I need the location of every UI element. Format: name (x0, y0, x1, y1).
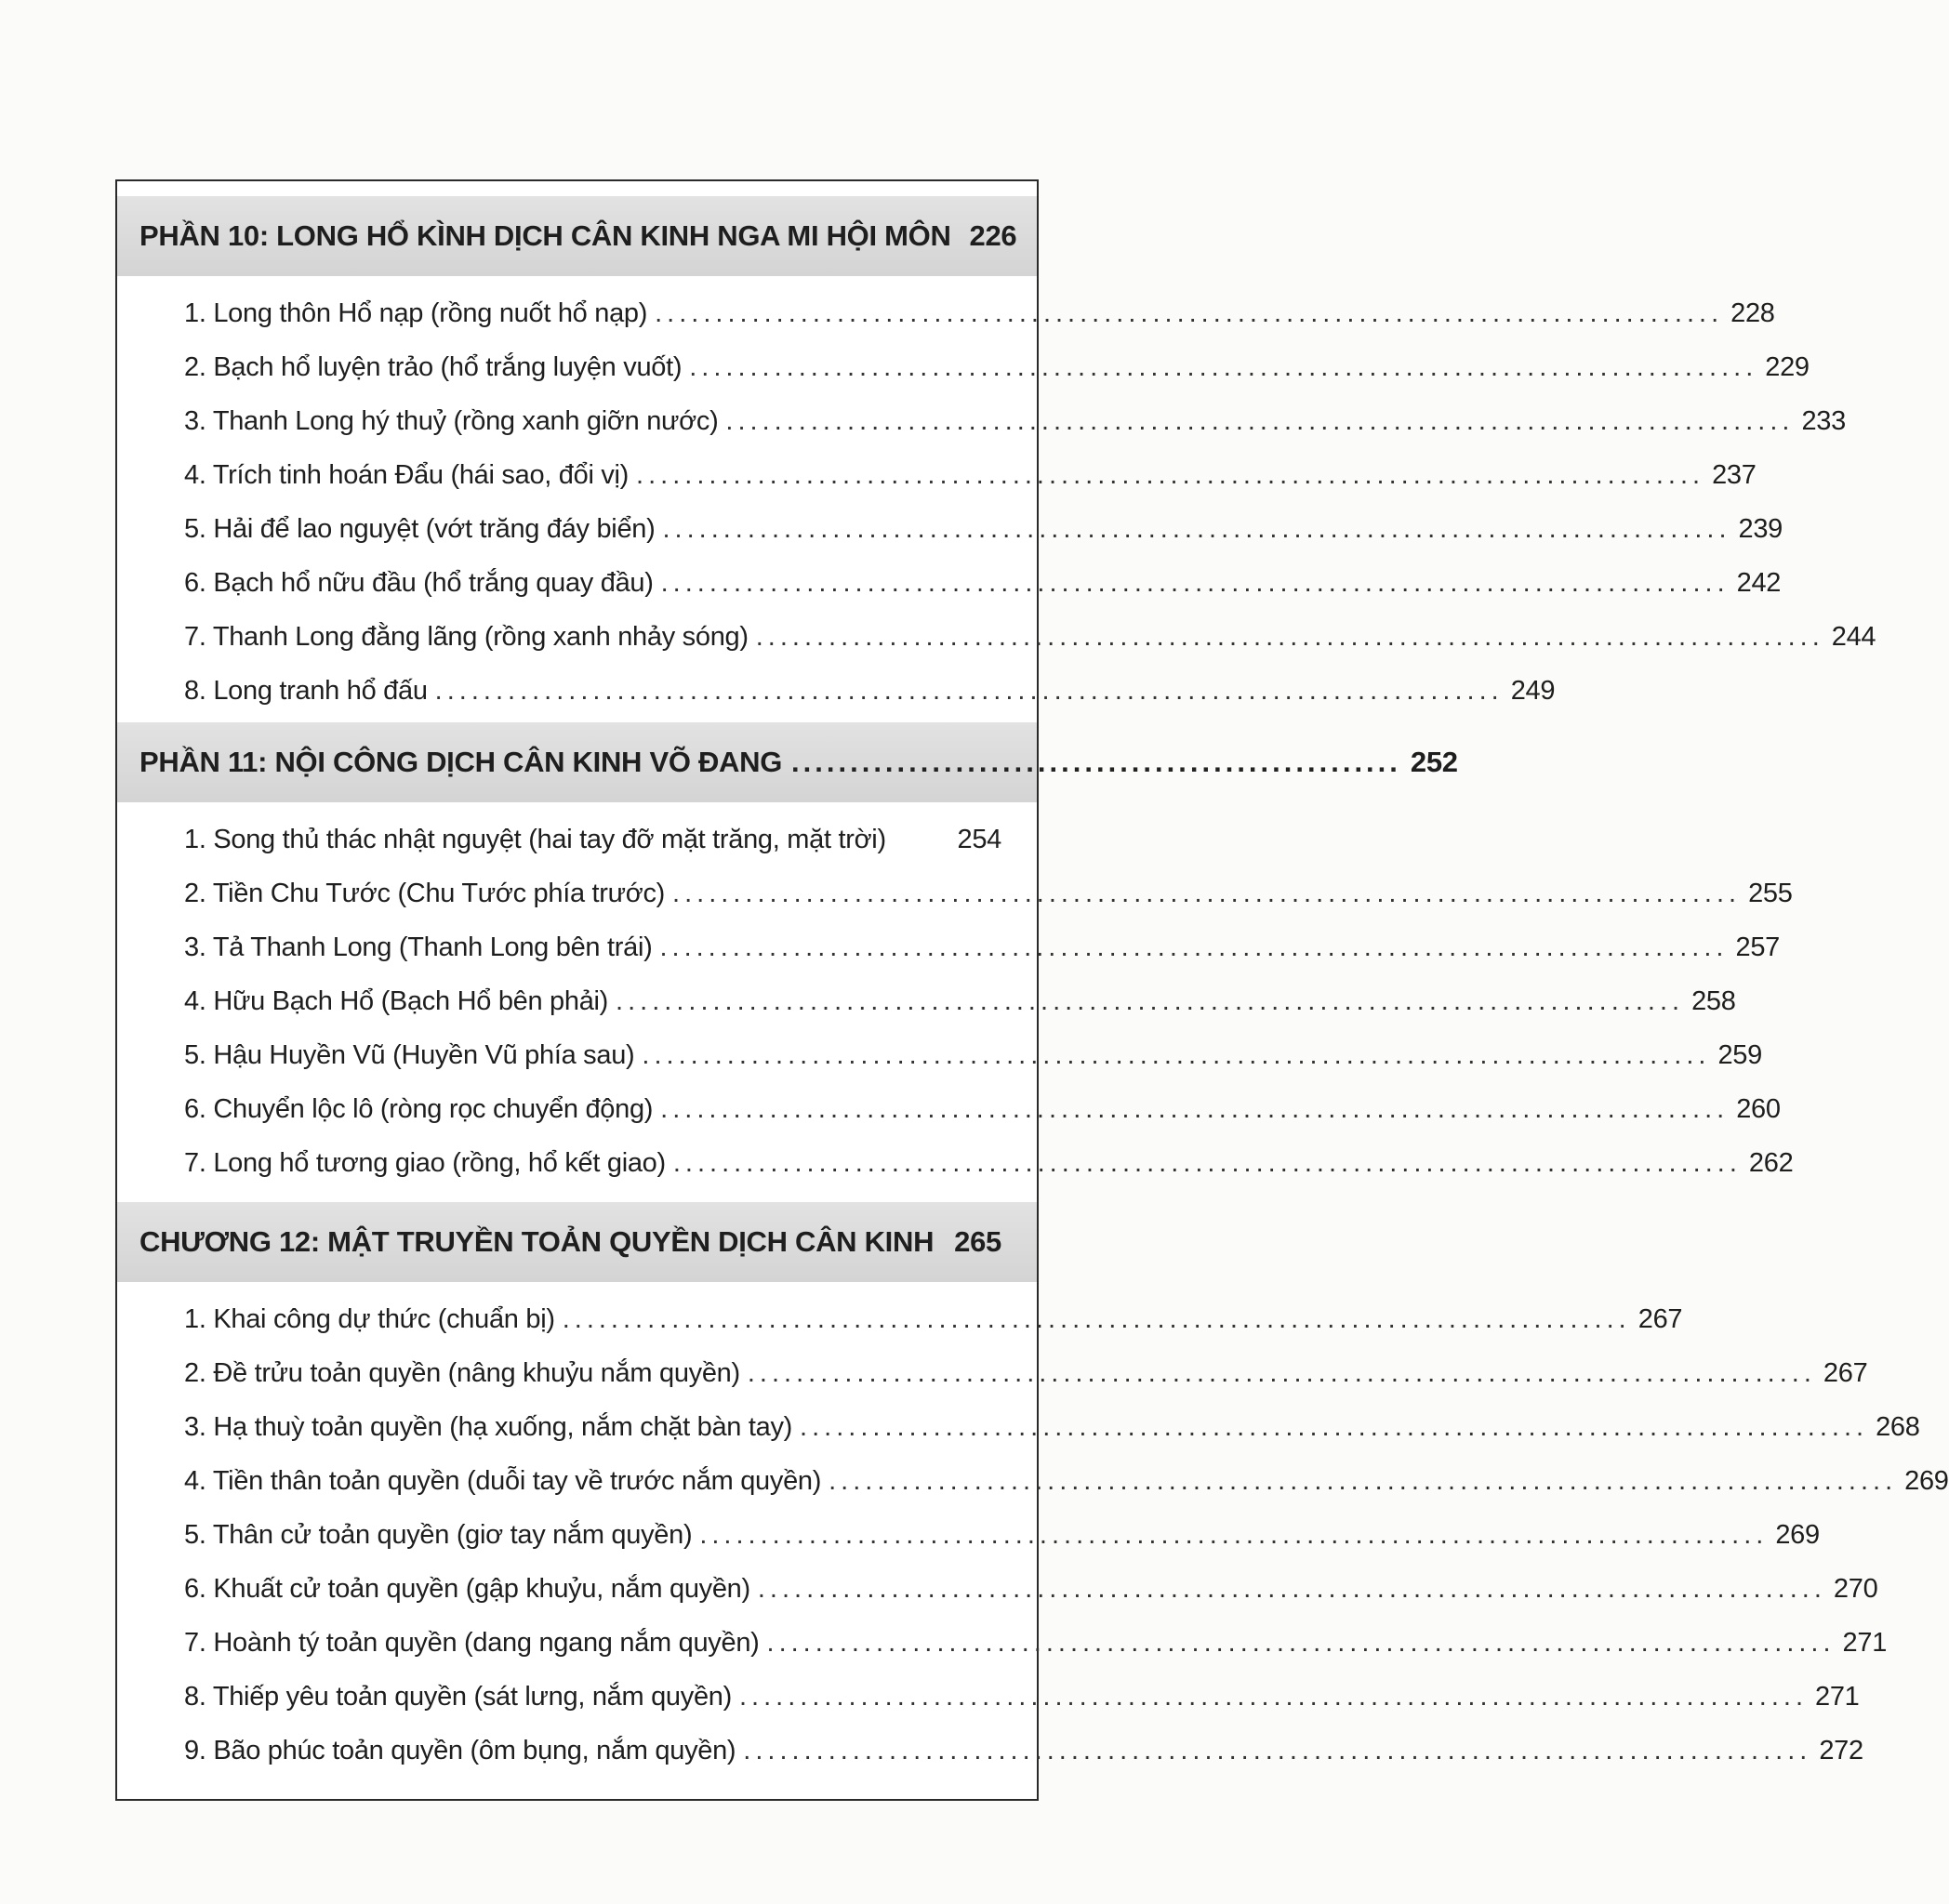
toc-entry (184, 920, 1780, 974)
toc-entry (184, 1292, 1683, 1346)
entry-page: 237 (1712, 460, 1757, 490)
entry-text: 7. Thanh Long đằng lãng (rồng xanh nhảy sóng) (184, 622, 749, 652)
toc-entry (184, 1082, 1781, 1136)
entry-text: 8. Thiếp yêu toản quyền (sát lưng, nắm quyền) (184, 1682, 732, 1712)
dot-leader: ........................................................................................ (434, 676, 1504, 706)
dot-leader: ........................................................................................ (659, 932, 1729, 962)
dot-leader: ........................................................................................ (660, 1094, 1730, 1124)
entry-page: 269 (1904, 1466, 1949, 1496)
toc-entry (184, 502, 1783, 556)
entry-page: 269 (1775, 1520, 1820, 1550)
dot-leader: ........................................................................................ (743, 1736, 1812, 1765)
entry-page: 229 (1765, 352, 1810, 382)
entry-page: 270 (1833, 1574, 1878, 1604)
toc-entry (184, 286, 1775, 340)
entry-text: 4. Tiền thân toản quyền (duỗi tay về trước nắm quyền) (184, 1466, 822, 1496)
toc-entry (184, 1616, 1888, 1670)
entry-page: 257 (1735, 932, 1780, 962)
toc-entry (184, 1400, 1920, 1454)
entry-text: 9. Bão phúc toản quyền (ôm bụng, nắm quyền) (184, 1736, 736, 1765)
section-part-10 (117, 196, 1876, 718)
dot-leader: ........................................................................................ (636, 460, 1705, 490)
entry-page: 268 (1876, 1412, 1920, 1442)
dot-leader: ........................................................................................ (642, 1040, 1711, 1070)
toc-entry (184, 1028, 1762, 1082)
toc-entry (184, 1136, 1794, 1190)
toc-entry (184, 1508, 1820, 1562)
toc-entry (184, 974, 1736, 1028)
entry-text: 3. Hạ thuỳ toản quyền (hạ xuống, nắm chặt bàn tay) (184, 1412, 793, 1442)
dot-leader: ........................................................................................ (800, 1412, 1869, 1442)
entry-text: 8. Long tranh hổ đấu (184, 676, 428, 706)
dot-leader: ........................................................................................ (616, 986, 1685, 1016)
entry-text: 5. Hải để lao nguyệt (vớt trăng đáy biển) (184, 514, 656, 544)
dot-leader: ........................................................................................ (672, 879, 1742, 908)
entry-page: 233 (1801, 406, 1846, 436)
entry-text: 7. Hoành tý toản quyền (dang ngang nắm quyền) (184, 1628, 760, 1658)
entry-page: 260 (1736, 1094, 1781, 1124)
entry-page: 259 (1717, 1040, 1762, 1070)
dot-leader: ........................................................................................ (662, 514, 1731, 544)
entry-text: 1. Khai công dự thức (chuẩn bị) (184, 1304, 555, 1334)
entry-text: 6. Bạch hổ nữu đầu (hổ trắng quay đầu) (184, 568, 654, 598)
section-header (117, 196, 1037, 276)
toc-entry (184, 1562, 1878, 1616)
toc-entry (184, 1454, 1949, 1508)
section-part-11 (117, 722, 1794, 1190)
entry-text: 1. Long thôn Hổ nạp (rồng nuốt hổ nạp) (184, 298, 648, 328)
toc-entry (184, 340, 1810, 394)
entry-text: 2. Đề trửu toản quyền (nâng khuỷu nắm quyền) (184, 1358, 740, 1388)
toc-entry (184, 813, 1001, 866)
dot-leader: ........................................................................................ (738, 1682, 1809, 1712)
table-of-contents (115, 179, 1949, 1801)
entry-page: 267 (1637, 1304, 1683, 1334)
entry-text: 5. Thân cử toản quyền (giơ tay nắm quyền) (184, 1520, 693, 1550)
section-page-number: 226 (969, 219, 1017, 252)
entry-page: 228 (1730, 298, 1775, 328)
entry-text: 2. Tiền Chu Tước (Chu Tước phía trước) (184, 879, 666, 908)
entry-page: 271 (1842, 1628, 1888, 1658)
dot-leader: ........................................................................................ (725, 406, 1795, 436)
dot-leader: ........................................................................................ (660, 568, 1730, 598)
entry-text: 5. Hậu Huyền Vũ (Huyền Vũ phía sau) (184, 1040, 635, 1070)
toc-entry (184, 1346, 1868, 1400)
entry-page: 254 (957, 825, 1001, 854)
dot-leader: ........................................................................................ (766, 1628, 1836, 1658)
section-page-number: 265 (954, 1225, 1001, 1258)
section-title: CHƯƠNG 12: MẬT TRUYỀN TOẢN QUYỀN DỊCH CÂN KINH (139, 1225, 935, 1258)
dot-leader: ........................................................................................ (562, 1304, 1631, 1334)
toc-entry (184, 556, 1782, 610)
dot-leader: ........................................................................................ (689, 352, 1758, 382)
entry-page: 262 (1748, 1148, 1794, 1178)
toc-entry (184, 664, 1556, 718)
entry-page: 244 (1831, 622, 1876, 652)
dot-leader: ........................................................................................ (699, 1520, 1769, 1550)
toc-entry (184, 866, 1793, 920)
toc-entry (184, 394, 1846, 448)
section-header (117, 722, 1458, 802)
section-title: PHẦN 11: NỘI CÔNG DỊCH CÂN KINH VÕ ĐANG (139, 746, 783, 778)
dot-leader: ........................................................................................ (747, 1358, 1816, 1388)
dot-leader: ........................................................................................ (655, 298, 1724, 328)
dot-leader: ........................................................................................ (672, 1148, 1742, 1178)
section-title: PHẦN 10: LONG HỔ KÌNH DỊCH CÂN KINH NGA MI HỘI MÔN (139, 219, 951, 252)
entry-page: 272 (1819, 1736, 1863, 1765)
entry-page: 271 (1815, 1682, 1860, 1712)
toc-entry (184, 1670, 1860, 1724)
entry-text: 7. Long hổ tương giao (rồng, hổ kết giao) (184, 1148, 666, 1178)
entry-text: 2. Bạch hổ luyện trảo (hổ trắng luyện vuốt) (184, 352, 683, 382)
entry-text: 4. Hữu Bạch Hổ (Bạch Hổ bên phải) (184, 986, 609, 1016)
dot-leader: ........................................................................................ (755, 622, 1824, 652)
dot-leader: .................................................... (791, 746, 1401, 778)
entry-text: 6. Chuyển lộc lô (ròng rọc chuyển động) (184, 1094, 654, 1124)
section-header (117, 1202, 1037, 1282)
entry-text: 3. Tả Thanh Long (Thanh Long bên trái) (184, 932, 653, 962)
entry-text: 3. Thanh Long hý thuỷ (rồng xanh giỡn nước) (184, 406, 719, 436)
entry-text: 1. Song thủ thác nhật nguyệt (hai tay đỡ mặt trăng, mặt trời) (184, 825, 886, 854)
entry-page: 239 (1738, 514, 1783, 544)
dot-leader: ........................................................................................ (829, 1466, 1898, 1496)
toc-entry (184, 1724, 1863, 1778)
entry-text: 6. Khuất cử toản quyền (gập khuỷu, nắm quyền) (184, 1574, 750, 1604)
toc-entry (184, 448, 1757, 502)
entry-page: 242 (1736, 568, 1782, 598)
toc-entry (184, 610, 1876, 664)
section-chapter-12 (117, 1202, 1949, 1778)
entry-text: 4. Trích tinh hoán Đẩu (hái sao, đổi vị) (184, 460, 630, 490)
dot-leader: ........................................................................................ (757, 1574, 1826, 1604)
entry-page: 267 (1823, 1358, 1868, 1388)
entry-page: 258 (1691, 986, 1736, 1016)
section-page-number: 252 (1410, 746, 1458, 778)
entry-page: 249 (1510, 676, 1556, 706)
entry-page: 255 (1748, 879, 1793, 908)
